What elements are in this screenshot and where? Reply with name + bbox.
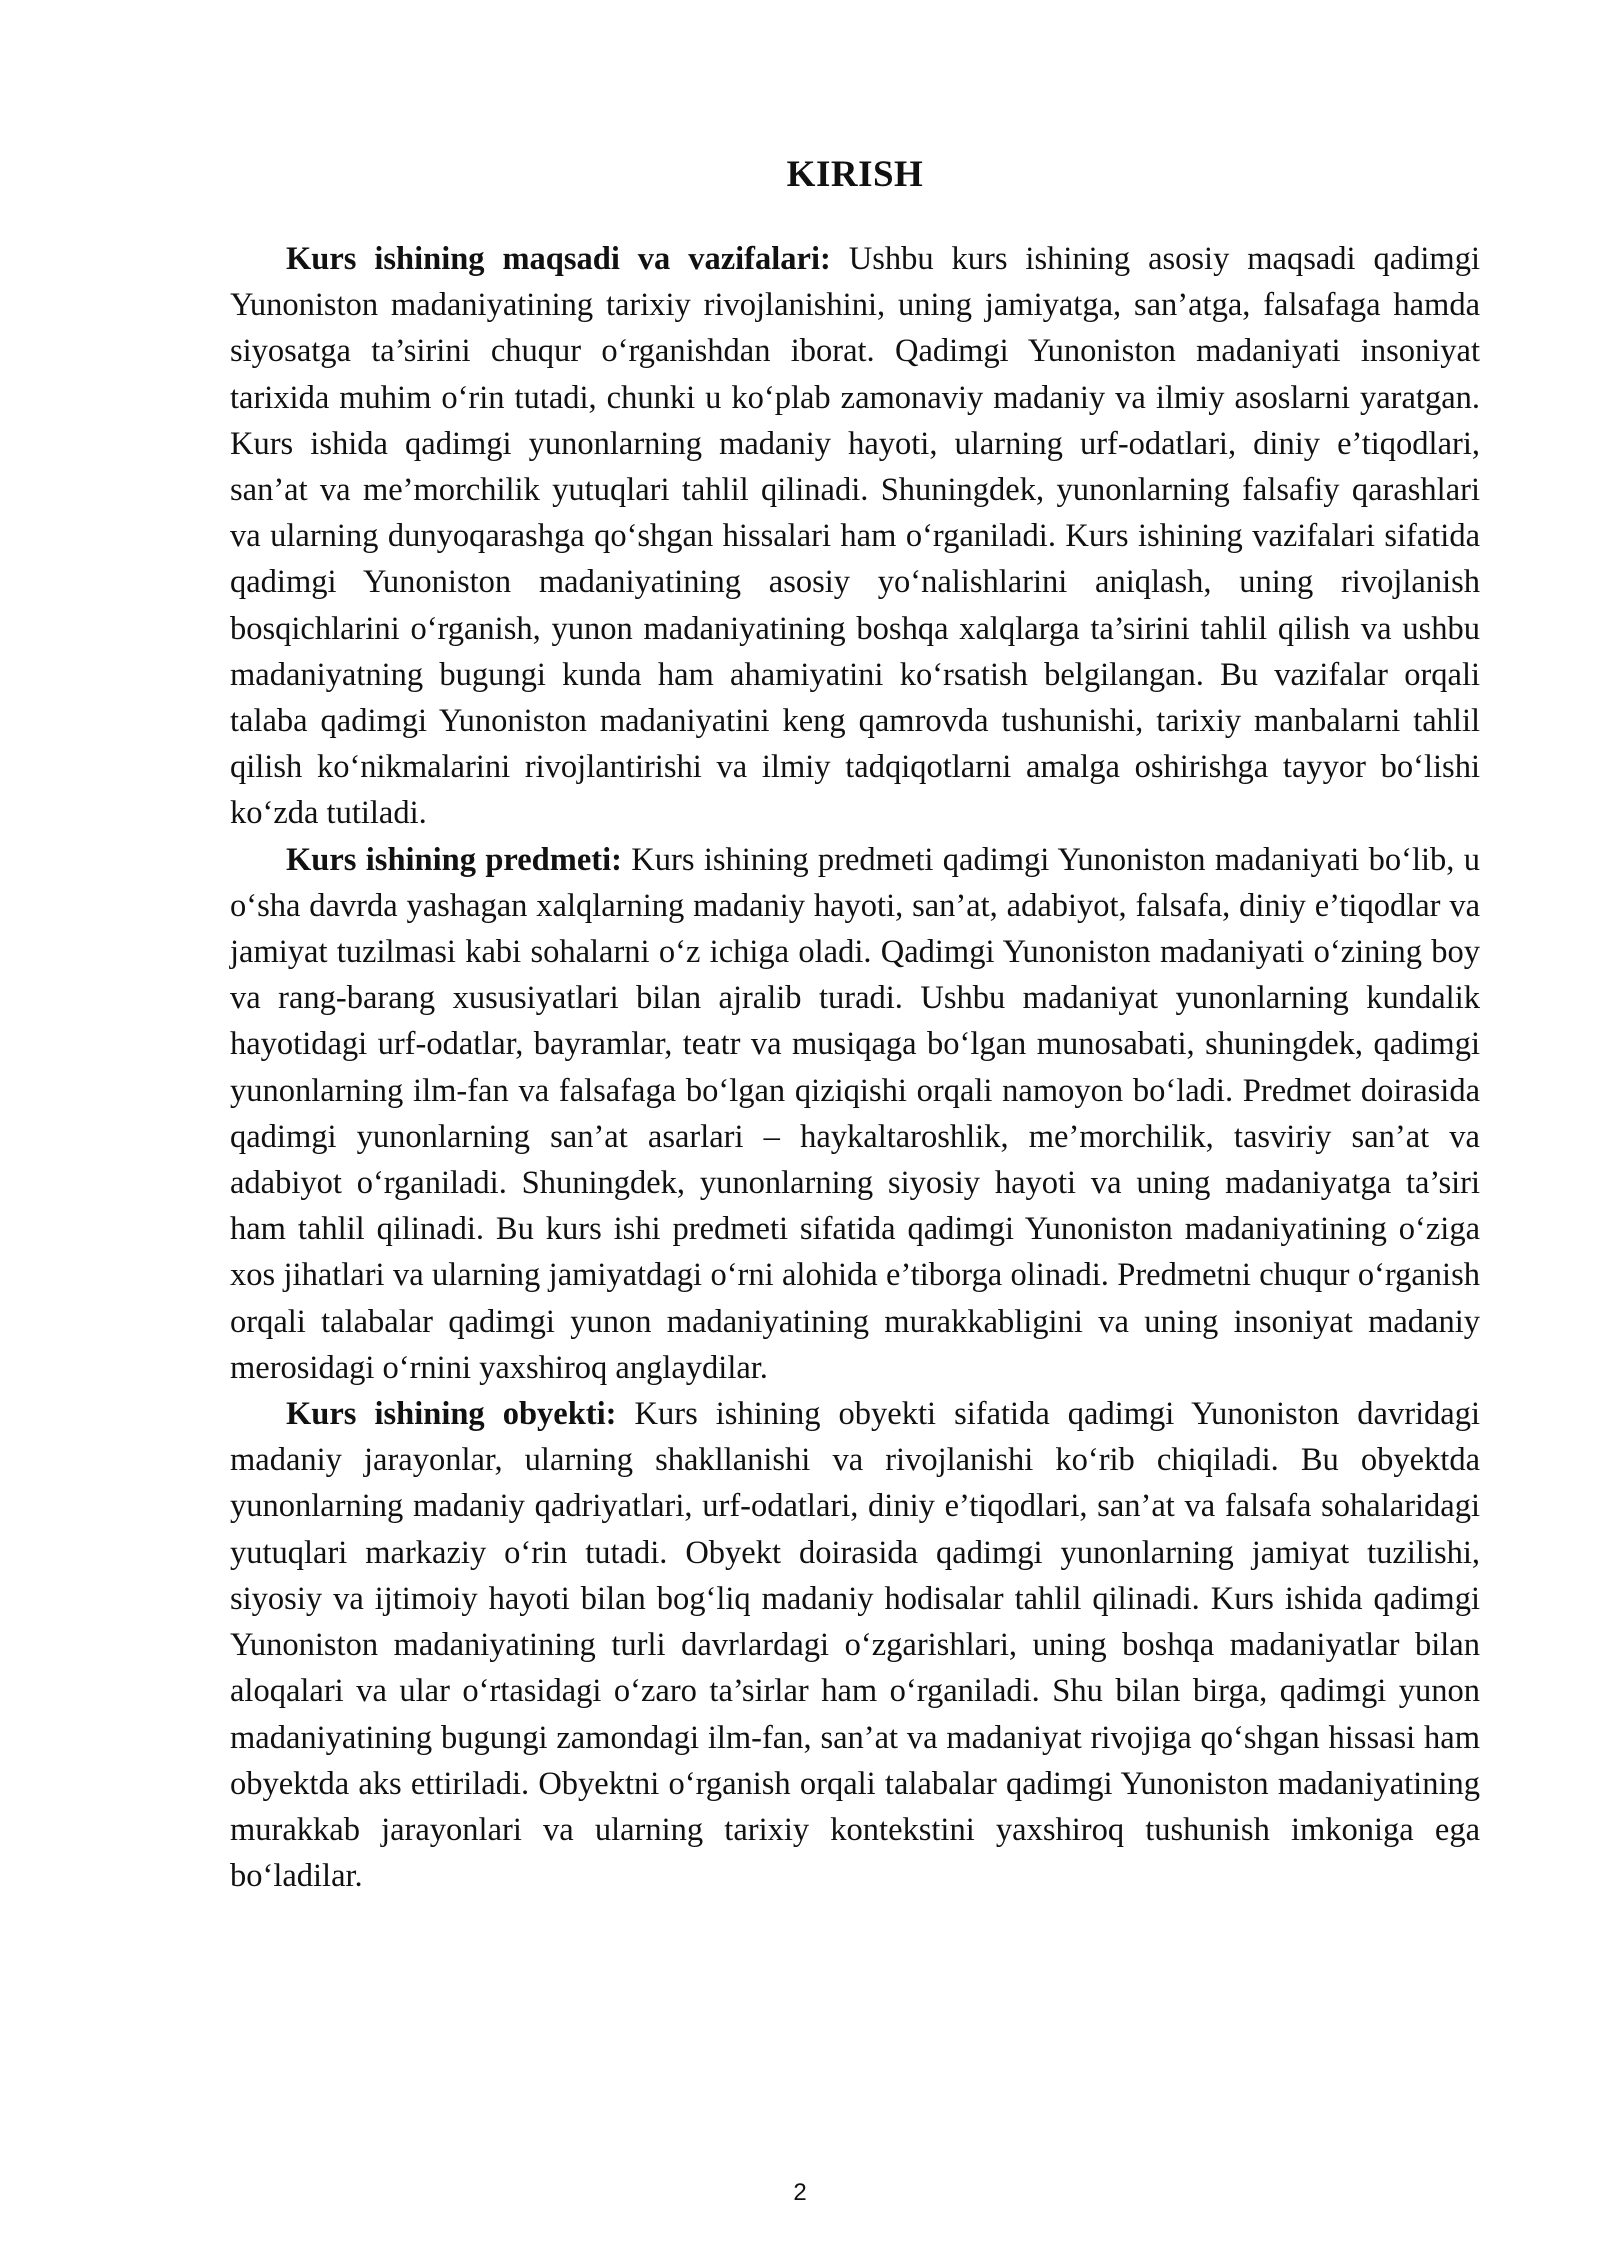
section-subject-body: Kurs ishining predmeti qadimgi Yunoniston madaniyati bo‘lib, u o‘sha davrda yashagan xalqlarning madaniy hayoti, san’at, adabiyot, falsafa, diniy e’tiqodlar va jamiyat tuzilmasi kabi sohalarni o‘z ichiga oladi. Qadimgi Yunoniston madaniyati o‘zining boy va rang-barang xususiyatlari bilan ajralib turadi. Ushbu madaniyat yunonlarning kundalik hayotidagi urf-odatlar, bayramlar, teatr va musiqaga bo‘lgan munosabati, shuningdek, qadimgi yunonlarning ilm-fan va falsafaga bo‘lgan qiziqishi orqali namoyon bo‘ladi. Predmet doirasida qadimgi yunonlarning san’at asarlari – haykaltaroshlik, me’morchilik, tasviriy san’at va adabiyot o‘rganiladi. Shuningdek, yunonlarning siyosiy hayoti va uning madaniyatga ta’siri ham tahlil qilinadi. Bu kurs ishi predmeti sifatida qadimgi Yunoniston madaniyatining o‘ziga xos jihatlari va ularning jamiyatdagi o‘rni alohida e’tiborga olinadi. Predmetni chuqur o‘rganish orqali talabalar qadimgi yunon madaniyatining murakkabligini va uning insoniyat madaniy merosidagi o‘rnini yaxshiroq anglaydilar. — [230, 841, 1480, 1386]
section-object — [230, 1391, 1480, 1899]
section-object-body: Kurs ishining obyekti sifatida qadimgi Yunoniston davridagi madaniy jarayonlar, ularning shakllanishi va rivojlanishi ko‘rib chiqiladi. Bu obyektda yunonlarning madaniy qadriyatlari, urf-odatlari, diniy e’tiqodlari, san’at va falsafa sohalaridagi yutuqlari markaziy o‘rin tutadi. Obyekt doirasida qadimgi yunonlarning jamiyat tuzilishi, siyosiy va ijtimoiy hayoti bilan bog‘liq madaniy hodisalar tahlil qilinadi. Kurs ishida qadimgi Yunoniston madaniyatining turli davrlardagi o‘zgarishlari, uning boshqa madaniyatlar bilan aloqalari va ular o‘rtasidagi o‘zaro ta’sirlar ham o‘rganiladi. Shu bilan birga, qadimgi yunon madaniyatining bugungi zamondagi ilm-fan, san’at va madaniyat rivojiga qo‘shgan hissasi ham obyektda aks ettiriladi. Obyektni o‘rganish orqali talabalar qadimgi Yunoniston madaniyatining murakkab jarayonlari va ularning tarixiy kontekstini yaxshiroq tushunish imkoniga ega bo‘ladilar. — [230, 1396, 1480, 1895]
page-title: KIRISH — [786, 154, 924, 195]
section-goals-heading: Kurs ishining maqsadi va vazifalari: — [286, 241, 831, 277]
section-goals-body: Ushbu kurs ishining asosiy maqsadi qadimgi Yunoniston madaniyatining tarixiy rivojlanishini, uning jamiyatga, san’atga, falsafaga hamda siyosatga ta’sirini chuqur o‘rganishdan iborat. Qadimgi Yunoniston madaniyati insoniyat tarixida muhim o‘rin tutadi, chunki u ko‘plab zamonaviy madaniy va ilmiy asoslarni yaratgan. Kurs ishida qadimgi yunonlarning madaniy hayoti, ularning urf-odatlari, diniy e’tiqodlari, san’at va me’morchilik yutuqlari tahlil qilinadi. Shuningdek, yunonlarning falsafiy qarashlari va ularning dunyoqarashga qo‘shgan hissalari ham o‘rganiladi. Kurs ishining vazifalari sifatida qadimgi Yunoniston madaniyatining asosiy yo‘nalishlarini aniqlash, uning rivojlanish bosqichlarini o‘rganish, yunon madaniyatining boshqa xalqlarga ta’sirini tahlil qilish va ushbu madaniyatning bugungi kunda ham ahamiyatini ko‘rsatish belgilangan. Bu vazifalar orqali talaba qadimgi Yunoniston madaniyatini keng qamrovda tushunishi, tarixiy manbalarni tahlil qilish ko‘nikmalarini rivojlantirishi va ilmiy tadqiqotlarni amalga oshirishga tayyor bo‘lishi ko‘zda tutiladi. — [230, 241, 1480, 832]
page-number: 2 — [793, 2179, 807, 2206]
section-goals — [230, 236, 1480, 837]
section-object-heading: Kurs ishining obyekti: — [286, 1396, 617, 1433]
section-subject — [230, 837, 1480, 1391]
section-subject-heading: Kurs ishining predmeti: — [286, 841, 622, 878]
document-page — [230, 150, 1480, 1899]
